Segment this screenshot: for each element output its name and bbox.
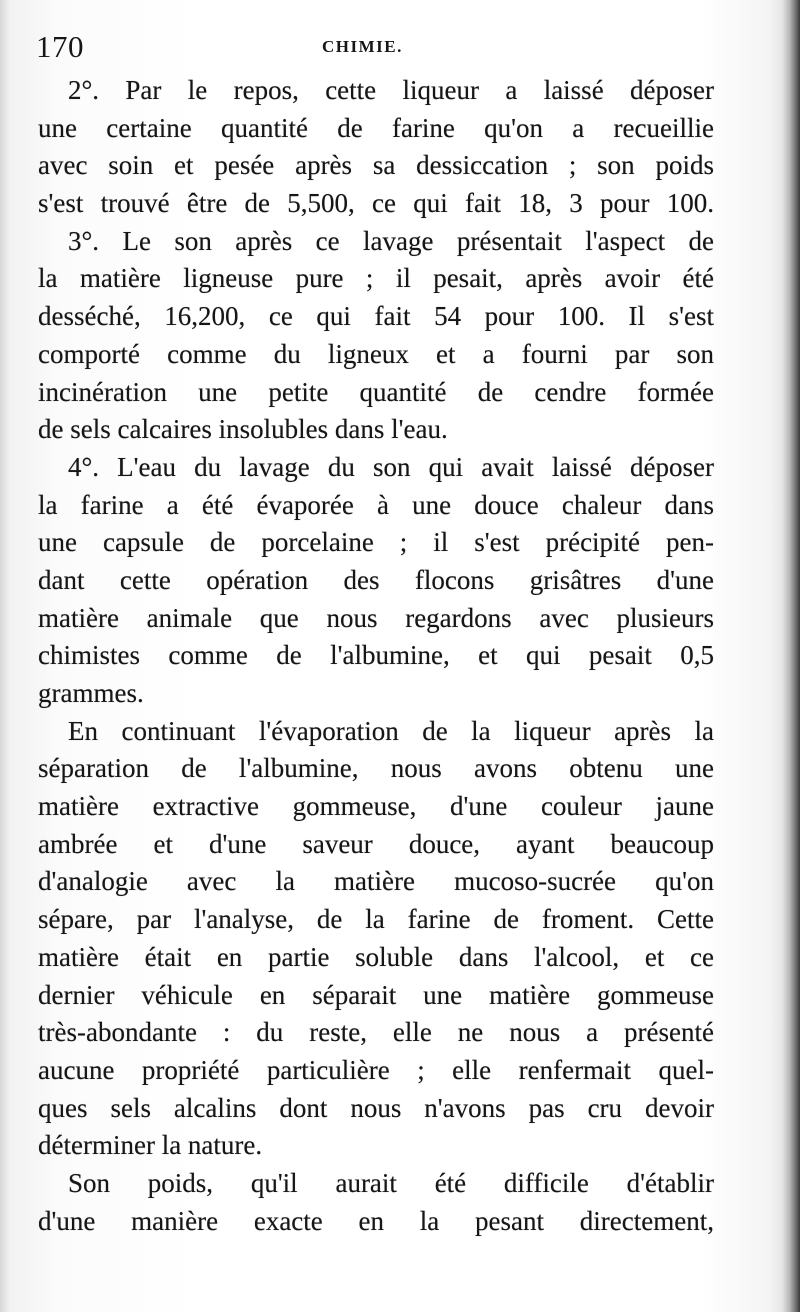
text-line: de sels calcaires insolubles dans l'eau. bbox=[38, 414, 448, 445]
text-line: matière extractive gommeuse, d'une couleur jaune bbox=[38, 791, 714, 822]
running-title: CHIMIE. bbox=[322, 37, 403, 56]
text-line: séparation de l'albumine, nous avons obtenu une bbox=[38, 753, 714, 784]
text-line: 4°. L'eau du lavage du son qui avait laissé déposer bbox=[68, 451, 714, 482]
text-line: d'une manière exacte en la pesant directement, bbox=[38, 1205, 714, 1236]
text-line: s'est trouvé être de 5,500, ce qui fait 18, 3 pour 100. bbox=[38, 188, 714, 219]
text-line: une capsule de porcelaine ; il s'est précipité pen- bbox=[38, 527, 714, 558]
text-line: sépare, par l'analyse, de la farine de froment. Cette bbox=[38, 904, 714, 935]
text-line: ambrée et d'une saveur douce, ayant beaucoup bbox=[38, 828, 714, 859]
text-line: d'analogie avec la matière mucoso-sucrée qu'on bbox=[38, 866, 714, 897]
page-number: 170 bbox=[36, 29, 84, 64]
text-line: 3°. Le son après ce lavage présentait l'aspect de bbox=[68, 225, 714, 256]
text-line: la matière ligneuse pure ; il pesait, après avoir été bbox=[38, 263, 714, 294]
text-line: déterminer la nature. bbox=[38, 1130, 263, 1161]
text-line: Son poids, qu'il aurait été difficile d'établir bbox=[68, 1167, 714, 1198]
text-line: En continuant l'évaporation de la liqueur après la bbox=[68, 715, 714, 746]
page-header bbox=[36, 30, 718, 64]
text-line: incinération une petite quantité de cendre formée bbox=[38, 376, 714, 407]
text-line: 2°. Par le repos, cette liqueur a laissé déposer bbox=[68, 75, 714, 105]
text-line: ques sels alcalins dont nous n'avons pas cru devoir bbox=[38, 1092, 714, 1123]
text-line: chimistes comme de l'albumine, et qui pesait 0,5 bbox=[38, 640, 714, 671]
text-line: dernier véhicule en séparait une matière gommeuse bbox=[38, 979, 714, 1010]
text-line: matière animale que nous regardons avec plusieurs bbox=[38, 602, 714, 633]
text-line: comporté comme du ligneux et a fourni par son bbox=[38, 338, 714, 369]
text-line: aucune propriété particulière ; elle renfermait quel- bbox=[38, 1054, 714, 1085]
text-line: très-abondante : du reste, elle ne nous a présenté bbox=[38, 1017, 714, 1048]
text-line: matière était en partie soluble dans l'alcool, et ce bbox=[38, 941, 714, 972]
text-line: avec soin et pesée après sa dessiccation ; son poids bbox=[38, 150, 714, 181]
page-edge-shadow bbox=[782, 0, 800, 1312]
text-line: desséché, 16,200, ce qui fait 54 pour 100. Il s'est bbox=[38, 301, 714, 332]
text-line: grammes. bbox=[38, 678, 144, 708]
body-text bbox=[38, 72, 714, 1240]
text-line: dant cette opération des flocons grisâtres d'une bbox=[38, 564, 714, 595]
text-line: la farine a été évaporée à une douce chaleur dans bbox=[38, 489, 714, 520]
text-line: une certaine quantité de farine qu'on a recueillie bbox=[38, 112, 714, 143]
